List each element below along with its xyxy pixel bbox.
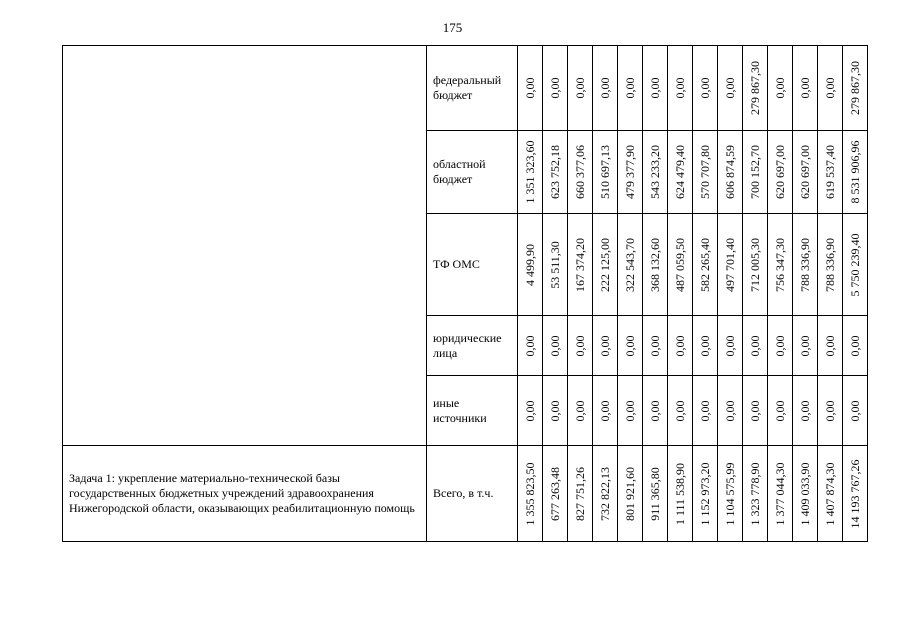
value-cell (668, 446, 693, 542)
funding-source-cell (427, 131, 518, 214)
funding-source-label: ТФ ОМС (433, 257, 480, 271)
value-text: 801 921,60 (623, 466, 637, 521)
value-text: 222 125,00 (598, 237, 612, 292)
value-cell (543, 131, 568, 214)
value-cell (768, 46, 793, 131)
value-text: 167 374,20 (573, 237, 587, 292)
value-text: 712 005,30 (748, 237, 762, 292)
value-cell (743, 131, 768, 214)
value-cell (718, 131, 743, 214)
value-cell (818, 214, 843, 316)
value-cell (543, 376, 568, 446)
value-cell (643, 131, 668, 214)
value-text: 279 867,30 (848, 61, 862, 115)
value-cell (593, 46, 618, 131)
value-text: 0,00 (673, 77, 687, 99)
value-cell (518, 131, 543, 214)
value-cell (768, 316, 793, 376)
value-text: 620 697,00 (798, 145, 812, 199)
value-cell (793, 214, 818, 316)
value-cell (843, 131, 868, 214)
value-cell (643, 316, 668, 376)
value-text: 620 697,00 (773, 145, 787, 199)
value-text: 0,00 (673, 400, 687, 421)
value-text: 0,00 (798, 77, 812, 99)
value-text: 1 152 973,20 (698, 462, 712, 525)
value-cell (543, 214, 568, 316)
value-cell (618, 214, 643, 316)
value-cell (768, 214, 793, 316)
value-cell (543, 316, 568, 376)
value-cell (618, 376, 643, 446)
budget-table (62, 45, 868, 542)
value-cell (518, 46, 543, 131)
value-text: 368 132,60 (648, 237, 662, 292)
value-cell (568, 376, 593, 446)
value-text: 700 152,70 (748, 145, 762, 199)
value-cell (668, 316, 693, 376)
value-cell (668, 214, 693, 316)
value-cell (668, 376, 693, 446)
value-cell (618, 316, 643, 376)
value-cell (743, 376, 768, 446)
value-cell (568, 316, 593, 376)
value-text: 0,00 (623, 77, 637, 99)
value-text: 1 377 044,30 (773, 462, 787, 525)
value-cell (693, 131, 718, 214)
value-text: 543 233,20 (648, 145, 662, 199)
value-cell (768, 446, 793, 542)
value-text: 0,00 (648, 77, 662, 99)
value-text: 0,00 (773, 77, 787, 99)
value-cell (768, 376, 793, 446)
value-text: 0,00 (723, 77, 737, 99)
value-text: 279 867,30 (748, 61, 762, 115)
funding-source-cell (427, 376, 518, 446)
value-cell (843, 214, 868, 316)
value-text: 1 355 823,50 (523, 462, 537, 525)
value-cell (793, 446, 818, 542)
value-text: 4 499,90 (523, 243, 537, 286)
table-row (63, 46, 868, 131)
value-cell (718, 316, 743, 376)
value-cell (518, 316, 543, 376)
value-cell (718, 376, 743, 446)
value-text: 0,00 (823, 335, 837, 356)
value-cell (518, 376, 543, 446)
value-text: 0,00 (573, 77, 587, 99)
value-text: 0,00 (848, 400, 862, 421)
value-text: 0,00 (773, 335, 787, 356)
value-text: 0,00 (848, 335, 862, 356)
funding-source-label: областной бюджет (433, 157, 486, 186)
value-text: 606 874,59 (723, 145, 737, 199)
value-cell (668, 131, 693, 214)
value-cell (793, 131, 818, 214)
value-text: 619 537,40 (823, 145, 837, 199)
value-cell (818, 46, 843, 131)
value-text: 0,00 (598, 77, 612, 99)
value-text: 0,00 (798, 400, 812, 421)
value-text: 0,00 (573, 400, 587, 421)
value-cell (568, 46, 593, 131)
value-text: 788 336,90 (798, 237, 812, 292)
value-text: 623 752,18 (548, 145, 562, 199)
value-cell (693, 376, 718, 446)
value-text: 0,00 (748, 400, 762, 421)
value-cell (768, 131, 793, 214)
value-cell (643, 376, 668, 446)
value-cell (643, 446, 668, 542)
value-text: 0,00 (823, 400, 837, 421)
value-cell (743, 214, 768, 316)
value-text: 8 531 906,96 (848, 140, 862, 204)
value-text: 1 104 575,99 (723, 462, 737, 525)
value-cell (718, 446, 743, 542)
value-cell (818, 376, 843, 446)
value-cell (743, 46, 768, 131)
value-cell (668, 46, 693, 131)
value-cell (618, 131, 643, 214)
value-cell (743, 446, 768, 542)
value-cell (818, 316, 843, 376)
value-text: 582 265,40 (698, 237, 712, 292)
value-text: 1 111 538,90 (673, 462, 687, 525)
value-cell (543, 46, 568, 131)
page-number: 175 (442, 20, 463, 35)
value-text: 660 377,06 (573, 145, 587, 199)
value-text: 0,00 (598, 400, 612, 421)
value-text: 677 263,48 (548, 466, 562, 521)
task-description-cell (63, 446, 427, 542)
value-text: 570 707,80 (698, 145, 712, 199)
value-cell (743, 316, 768, 376)
funding-source-label: юридические лица (433, 330, 502, 360)
total-label-cell (427, 446, 518, 542)
value-text: 0,00 (548, 77, 562, 99)
value-cell (693, 446, 718, 542)
value-text: 0,00 (523, 77, 537, 99)
value-cell (718, 46, 743, 131)
value-text: 479 377,90 (623, 145, 637, 199)
value-text: 0,00 (648, 335, 662, 356)
value-text: 0,00 (648, 400, 662, 421)
value-cell (593, 316, 618, 376)
value-text: 0,00 (698, 77, 712, 99)
value-text: 0,00 (798, 335, 812, 356)
value-text: 14 193 767,26 (848, 459, 862, 528)
value-text: 487 059,50 (673, 237, 687, 292)
value-text: 0,00 (523, 400, 537, 421)
value-text: 1 351 323,60 (523, 140, 537, 204)
funding-source-cell (427, 316, 518, 376)
task-row (63, 446, 868, 542)
value-text: 53 511,30 (548, 240, 562, 289)
value-cell (843, 376, 868, 446)
value-cell (818, 131, 843, 214)
value-cell (843, 446, 868, 542)
value-text: 788 336,90 (823, 237, 837, 292)
value-cell (618, 46, 643, 131)
value-cell (693, 316, 718, 376)
funding-source-cell (427, 214, 518, 316)
value-cell (568, 214, 593, 316)
total-label: Всего, в т.ч. (433, 486, 494, 500)
value-text: 756 347,30 (773, 237, 787, 292)
value-text: 0,00 (773, 400, 787, 421)
value-text: 510 697,13 (598, 145, 612, 199)
value-cell (568, 131, 593, 214)
value-text: 0,00 (523, 335, 537, 356)
value-text: 1 407 874,30 (823, 462, 837, 525)
value-text: 0,00 (698, 400, 712, 421)
value-text: 1 323 778,90 (748, 462, 762, 525)
value-text: 1 409 033,90 (798, 462, 812, 525)
empty-description-cell (63, 46, 427, 446)
task-description: Задача 1: укрепление материально-технической базы государственных бюджетных учреждений здравоохранения Нижегородской области, оказывающих реабилитационную помощь (69, 471, 415, 515)
value-cell (543, 446, 568, 542)
value-text: 0,00 (573, 335, 587, 356)
funding-source-label: федеральный бюджет (433, 73, 502, 102)
value-cell (643, 214, 668, 316)
funding-source-label: иные источники (433, 395, 487, 425)
value-text: 0,00 (548, 400, 562, 421)
value-cell (518, 214, 543, 316)
value-text: 0,00 (623, 400, 637, 421)
value-text: 911 365,80 (648, 466, 662, 521)
funding-source-cell (427, 46, 518, 131)
value-cell (843, 46, 868, 131)
value-text: 0,00 (598, 335, 612, 356)
value-text: 0,00 (548, 335, 562, 356)
value-text: 5 750 239,40 (848, 233, 862, 296)
value-cell (593, 376, 618, 446)
value-cell (693, 46, 718, 131)
value-cell (818, 446, 843, 542)
value-cell (593, 131, 618, 214)
value-text: 0,00 (748, 335, 762, 356)
value-text: 827 751,26 (573, 466, 587, 521)
value-text: 0,00 (823, 77, 837, 99)
value-cell (718, 214, 743, 316)
value-text: 0,00 (723, 335, 737, 356)
value-cell (593, 214, 618, 316)
value-cell (518, 446, 543, 542)
value-cell (793, 316, 818, 376)
value-text: 497 701,40 (723, 237, 737, 292)
value-cell (843, 316, 868, 376)
value-text: 0,00 (723, 400, 737, 421)
value-cell (618, 446, 643, 542)
value-cell (643, 46, 668, 131)
value-text: 0,00 (623, 335, 637, 356)
value-text: 322 543,70 (623, 237, 637, 292)
value-cell (693, 214, 718, 316)
value-cell (793, 46, 818, 131)
value-text: 732 822,13 (598, 466, 612, 521)
value-text: 624 479,40 (673, 145, 687, 199)
value-cell (793, 376, 818, 446)
value-text: 0,00 (698, 335, 712, 356)
value-cell (593, 446, 618, 542)
value-cell (568, 446, 593, 542)
value-text: 0,00 (673, 335, 687, 356)
